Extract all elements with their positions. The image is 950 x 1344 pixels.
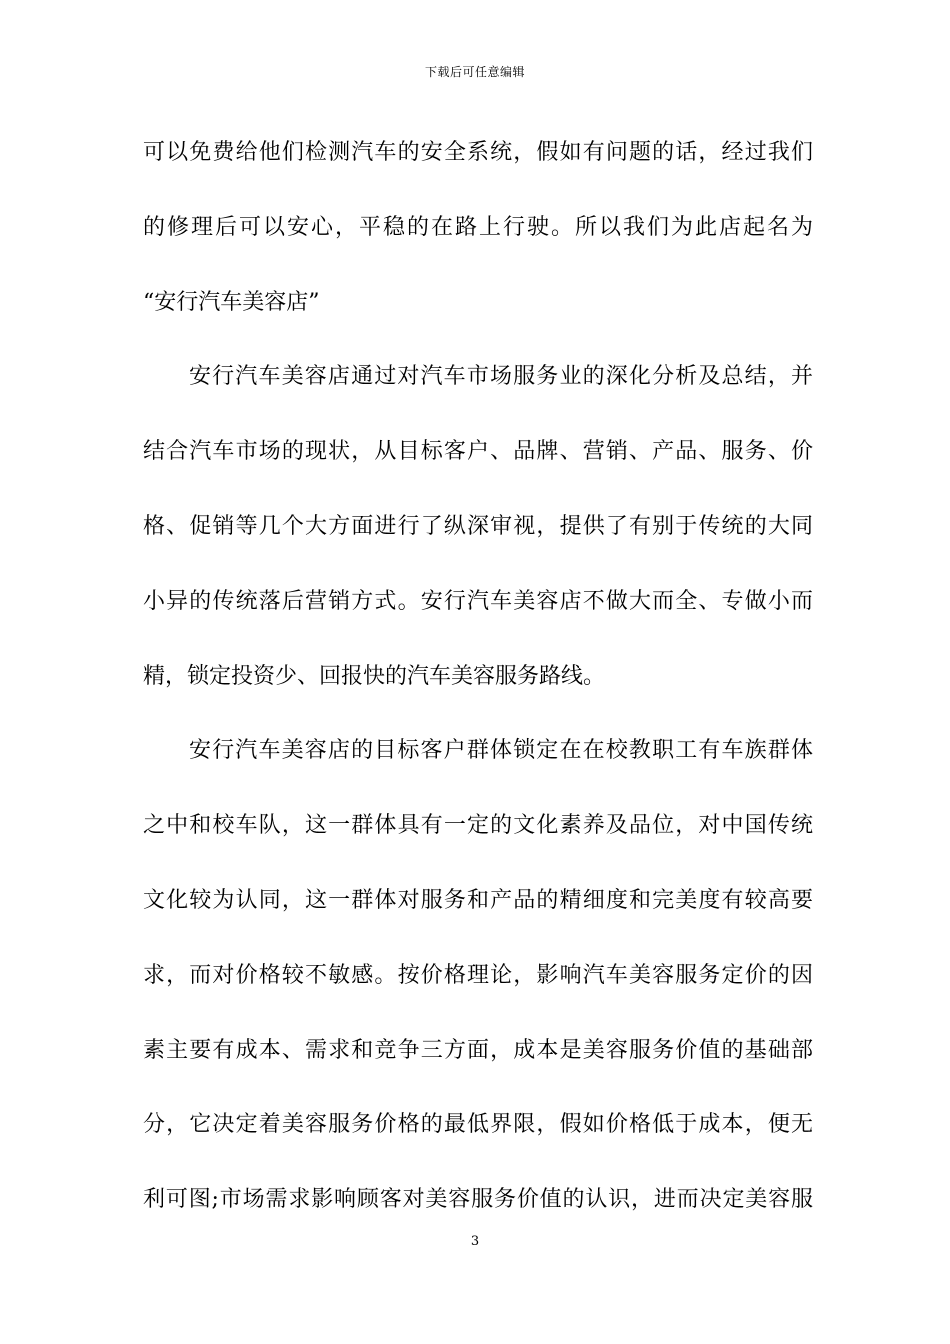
text-line: 格、促销等几个大方面进行了纵深审视，提供了有别于传统的大同 xyxy=(143,513,813,539)
paragraph-first-line: 安行汽车美容店通过对汽车市场服务业的深化分析及总结，并 xyxy=(189,364,813,390)
text-line: 文化较为认同，这一群体对服务和产品的精细度和完美度有较高要 xyxy=(143,887,813,913)
text-line: 之中和校车队，这一群体具有一定的文化素养及品位，对中国传统 xyxy=(143,813,813,839)
text-line: 分，它决定着美容服务价格的最低界限，假如价格低于成本，便无 xyxy=(143,1112,813,1138)
text-line: 素主要有成本、需求和竞争三方面，成本是美容服务价值的基础部 xyxy=(143,1037,813,1063)
text-line: 可以免费给他们检测汽车的安全系统，假如有问题的话，经过我们 xyxy=(143,140,813,165)
text-line: 结合汽车市场的现状，从目标客户、品牌、营销、产品、服务、价 xyxy=(143,439,813,465)
paragraph-first-line: 安行汽车美容店的目标客户群体锁定在在校教职工有车族群体 xyxy=(189,738,813,764)
text-line: 小异的传统落后营销方式。安行汽车美容店不做大而全、专做小而 xyxy=(143,588,813,614)
page-header: 下载后可任意编辑 xyxy=(424,65,525,79)
text-line: 求，而对价格较不敏感。按价格理论，影响汽车美容服务定价的因 xyxy=(143,962,813,988)
page-number: 3 xyxy=(470,1234,480,1249)
text-line: “安行汽车美容店” xyxy=(143,289,320,315)
text-line: 精，锁定投资少、回报快的汽车美容服务路线。 xyxy=(143,663,606,689)
text-line: 的修理后可以安心，平稳的在路上行驶。所以我们为此店起名为 xyxy=(143,214,813,240)
text-line: 利可图;市场需求影响顾客对美容服务价值的认识，进而决定美容服 xyxy=(143,1187,813,1213)
document-body xyxy=(143,131,813,1253)
